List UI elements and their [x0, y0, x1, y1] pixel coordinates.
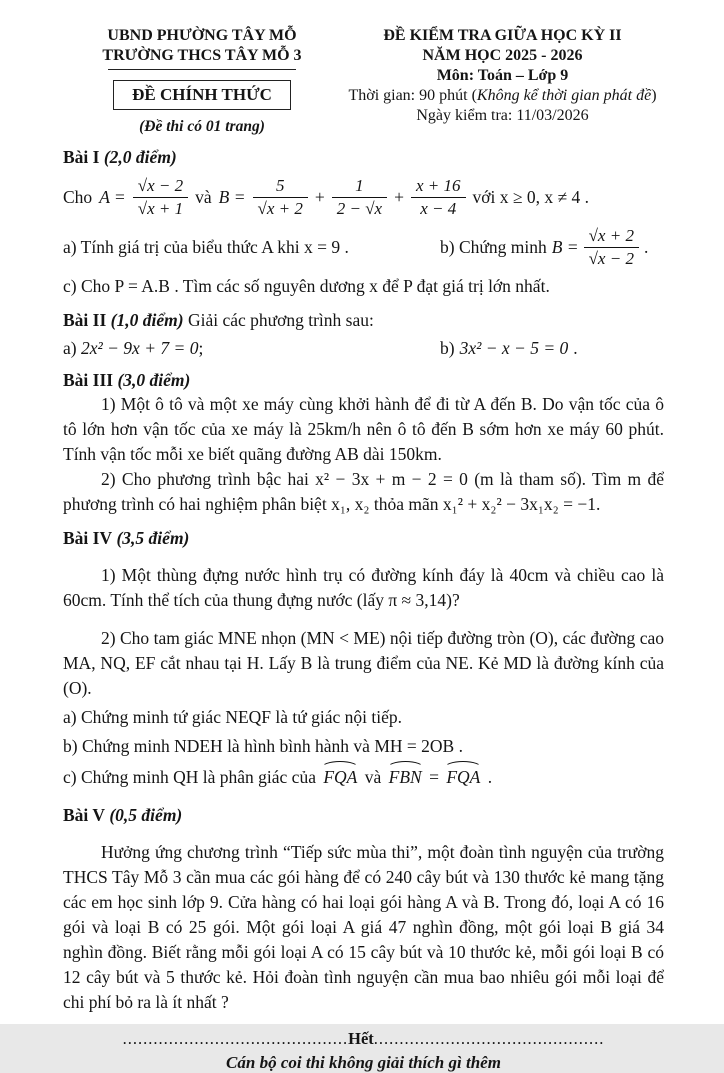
dots-left: ............................................ — [122, 1028, 349, 1048]
official-exam-box: ĐỀ CHÍNH THỨC — [113, 80, 291, 110]
part-b-period: . — [643, 237, 649, 258]
problem2-label: Bài II — [63, 309, 107, 330]
p4c-and: và — [364, 766, 382, 787]
problem4-item1: 1) Một thùng đựng nước hình trụ có đường kính đáy là 40cm và chiều cao là 60cm. Tính thể tích của thung đựng nước (lấy π ≈ 3,14)? — [63, 564, 664, 610]
exam-header — [63, 26, 664, 136]
p2a-end: ; — [198, 337, 204, 358]
end-separator — [63, 1029, 664, 1049]
problem1-parts-ab — [63, 226, 664, 270]
problem3-label: Bài III — [63, 369, 114, 390]
problem2-part-b — [440, 338, 664, 359]
p4c-equals: = — [429, 766, 439, 787]
problem3-heading — [63, 368, 664, 392]
fraction-Bb-num: √x + 2 — [584, 226, 639, 248]
dots-right: ............................................. — [373, 1028, 605, 1048]
formula-B-lhs: B = — [218, 187, 246, 208]
problem4-item2: 2) Cho tam giác MNE nhọn (MN < ME) nội tiếp đường tròn (O), các đường cao MA, NQ, EF cắt nhau tại H. Lấy B là trung điểm của NE. Kẻ MD là đường kính của (O). — [63, 627, 664, 698]
p2a-label: a) — [63, 337, 77, 358]
plus-sign-2: + — [394, 187, 404, 208]
header-right — [341, 26, 664, 136]
problem4-label: Bài IV — [63, 527, 113, 548]
problem5-heading — [63, 803, 664, 827]
exam-date: Ngày kiểm tra: 11/03/2026 — [416, 107, 589, 124]
problem4-part-c — [63, 763, 664, 790]
issuer-name: UBND PHƯỜNG TÂY MỖ — [107, 27, 297, 44]
part-b-B: B = — [551, 237, 579, 258]
fraction-B3 — [411, 176, 466, 220]
invigilator-note: Cán bộ coi thi không giải thích gì thêm — [226, 1052, 501, 1072]
fraction-B1 — [253, 176, 308, 220]
problem4-part-a: a) Chứng minh tứ giác NEQF là tứ giác nội tiếp. — [63, 706, 403, 727]
fraction-Bb-den: √x − 2 — [588, 249, 634, 269]
fraction-B1-num: 5 — [253, 176, 308, 198]
school-name: TRƯỜNG THCS TÂY MỖ 3 — [102, 47, 302, 64]
problem4-part-b: b) Chứng minh NDEH là hình bình hành và MH = 2OB . — [63, 735, 463, 756]
fraction-B3-num: x + 16 — [411, 176, 466, 198]
problem1-part-a: a) Tính giá trị của biểu thức A khi x = 9 . — [63, 237, 349, 258]
problem5-points: (0,5 điểm) — [109, 804, 183, 825]
school-year: NĂM HỌC 2025 - 2026 — [422, 47, 583, 64]
angle-FQA-1: FQA — [320, 763, 360, 790]
fraction-B2-num: 1 — [332, 176, 387, 198]
problem5-body: Hưởng ứng chương trình “Tiếp sức mùa thi”, một đoàn tình nguyện của trường THCS Tây Mỗ 3 cần mua các gói hàng để có 240 cây bút và 130 thước kẻ mang tặng các em học sinh lớp 9. Cửa hàng có hai loại gói hàng A và B. Trong đó, loại A có 16 gói và loại B có 25 gói. Một gói loại A giá 47 nghìn đồng, một gói loại B giá 34 nghìn đồng. Biết rằng mỗi gói loại A có 15 cây bút và 10 thước kẻ, mỗi gói loại B có 12 cây bút và 5 thước kẻ. Hỏi đoàn tình nguyện cần mua bao nhiêu gói mỗi loại để chi phí bỏ ra là ít nhất ? — [63, 841, 664, 1012]
fraction-A-den: √x + 1 — [137, 199, 184, 219]
problem2-part-a — [63, 338, 440, 359]
p2b-end: . — [573, 337, 578, 358]
problem1-part-b — [440, 226, 664, 270]
problem1-label: Bài I — [63, 147, 100, 167]
problem3-points: (3,0 điểm) — [117, 369, 191, 390]
header-left — [63, 26, 341, 136]
p2a-equation: 2x² − 9x + 7 = 0 — [80, 337, 199, 358]
problem3-item1: 1) Một ô tô và một xe máy cùng khởi hành để đi từ A đến B. Do vận tốc của ô tô lớn hơn vận tốc của xe máy là 25km/h nên ô tô đến B sớm hơn xe máy 60 phút. Tính vận tốc mỗi xe biết quãng đường AB dài 150km. — [63, 393, 664, 464]
fraction-B3-den: x − 4 — [420, 199, 457, 219]
p2b-label: b) — [440, 337, 455, 358]
page-count-note: (Đề thi có 01 trang) — [139, 118, 265, 135]
fraction-A-num: √x − 2 — [133, 176, 188, 198]
problem1-formula — [63, 176, 664, 220]
problem2-heading — [63, 308, 664, 332]
problem2-intro: Giải các phương trình sau: — [187, 309, 374, 330]
plus-sign-1: + — [314, 187, 325, 208]
part-b-text: b) Chứng minh — [440, 237, 547, 258]
problem4-points: (3,5 điểm) — [116, 527, 190, 548]
angle-FQA-2: FQA — [443, 763, 483, 790]
fraction-A — [133, 176, 188, 220]
official-box-wrap — [63, 70, 341, 110]
subject-line: Môn: Toán – Lớp 9 — [436, 67, 569, 84]
problem1-heading — [63, 145, 664, 169]
angle-FBN: FBN — [386, 763, 425, 790]
formula-cho: Cho — [63, 187, 93, 208]
problem3-item2: 2) Cho phương trình bậc hai x² − 3x + m − 2 = 0 (m là tham số). Tìm m để phương trình có hai nghiệm phân biệt x₁, x₂ thỏa mãn x₁² + x₂² − 3x₁x₂ = −1. — [63, 468, 664, 514]
p4c-text: c) Chứng minh QH là phân giác của — [63, 766, 316, 787]
p2b-equation: 3x² − x − 5 = 0 — [459, 337, 569, 358]
problem4-heading — [63, 526, 664, 550]
formula-and: và — [195, 187, 212, 208]
fraction-B2-den: 2 − √x — [336, 199, 383, 219]
time-suffix: ) — [651, 87, 657, 104]
end-label: Hết — [348, 1028, 374, 1048]
time-prefix: Thời gian: 90 phút ( — [348, 87, 477, 104]
formula-A-lhs: A = — [99, 187, 126, 208]
formula-condition: với x ≥ 0, x ≠ 4 . — [472, 187, 589, 208]
problem5-label: Bài V — [63, 804, 105, 825]
problem1-part-c: c) Cho P = A.B . Tìm các số nguyên dương x để P đạt giá trị lớn nhất. — [63, 275, 550, 296]
fraction-B2 — [332, 176, 387, 220]
problem1-points: (2,0 điểm) — [103, 147, 177, 167]
time-note-italic: Không kể thời gian phát đề — [476, 87, 652, 104]
time-line — [341, 86, 664, 106]
exam-title: ĐỀ KIỂM TRA GIỮA HỌC KỲ II — [383, 27, 622, 44]
problem2-points: (1,0 điểm) — [110, 309, 184, 330]
fraction-Bb — [584, 226, 639, 270]
p4c-period: . — [487, 766, 493, 787]
problem2-parts-ab — [63, 338, 664, 359]
fraction-B1-den: √x + 2 — [257, 199, 303, 219]
